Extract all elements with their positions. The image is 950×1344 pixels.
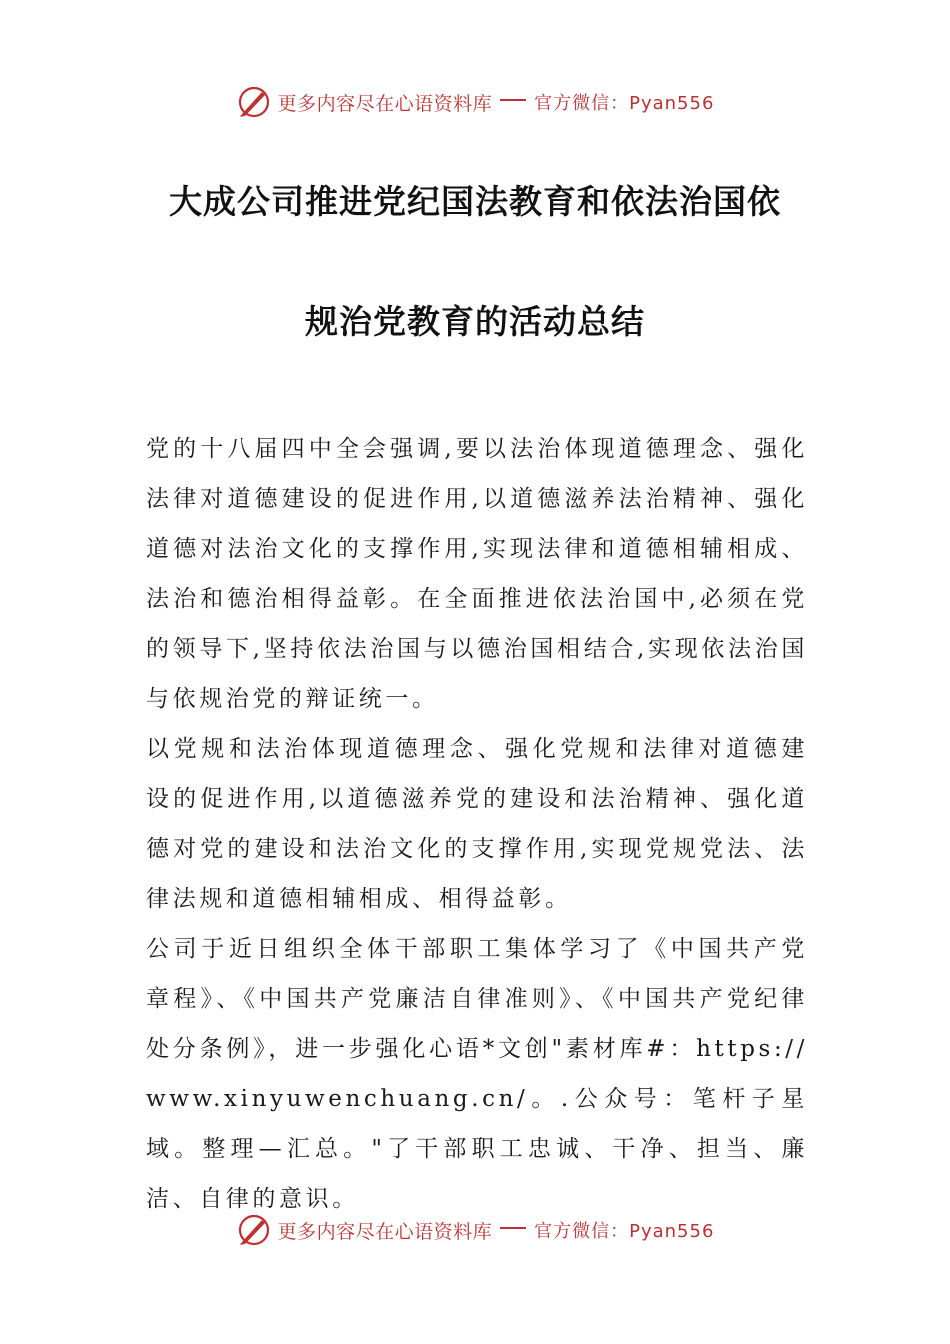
- document-body: [146, 424, 808, 1224]
- footer-banner: [0, 1208, 950, 1252]
- page-title-line-2: 规治党教育的活动总结: [305, 302, 645, 341]
- banner-dash: [500, 1227, 526, 1229]
- banner-text: 更多内容尽在心语资料库: [277, 1220, 493, 1243]
- header-banner: [0, 80, 950, 124]
- banner-wechat: 官方微信：Pyan556: [534, 93, 715, 114]
- page-title-line-1: 大成公司推进党纪国法教育和依法治国依: [169, 182, 781, 221]
- banner-wechat: 官方微信：Pyan556: [534, 1221, 715, 1242]
- banner-text: 更多内容尽在心语资料库: [277, 92, 493, 115]
- banner-dash: [500, 99, 526, 101]
- pen-logo-icon: [236, 1212, 272, 1248]
- paragraph-2: 以党规和法治体现道德理念、强化党规和法律对道德建设的促进作用,以道德滋养党的建设和法治精神、强化道德对党的建设和法治文化的支撑作用,实现党规党法、法律法规和道德相辅相成、相得益彰。: [146, 736, 808, 912]
- paragraph-3: 公司于近日组织全体干部职工集体学习了《中国共产党章程》、《中国共产党廉洁自律准则》、《中国共产党纪律处分条例》，进一步强化心语*文创"素材库#：https://www.xinyuwenchuang.cn/。.公众号：笔杆子星域。整理—汇总。"了干部职工忠诚、干净、担当、廉洁、自律的意识。: [146, 936, 808, 1212]
- pen-logo-icon: [236, 84, 272, 120]
- paragraph-1: 党的十八届四中全会强调,要以法治体现道德理念、强化法律对道德建设的促进作用,以道德滋养法治精神、强化道德对法治文化的支撑作用,实现法律和道德相辅相成、法治和德治相得益彰。在全面推进依法治国中,必须在党的领导下,坚持依法治国与以德治国相结合,实现依法治国与依规治党的辩证统一。: [146, 436, 808, 712]
